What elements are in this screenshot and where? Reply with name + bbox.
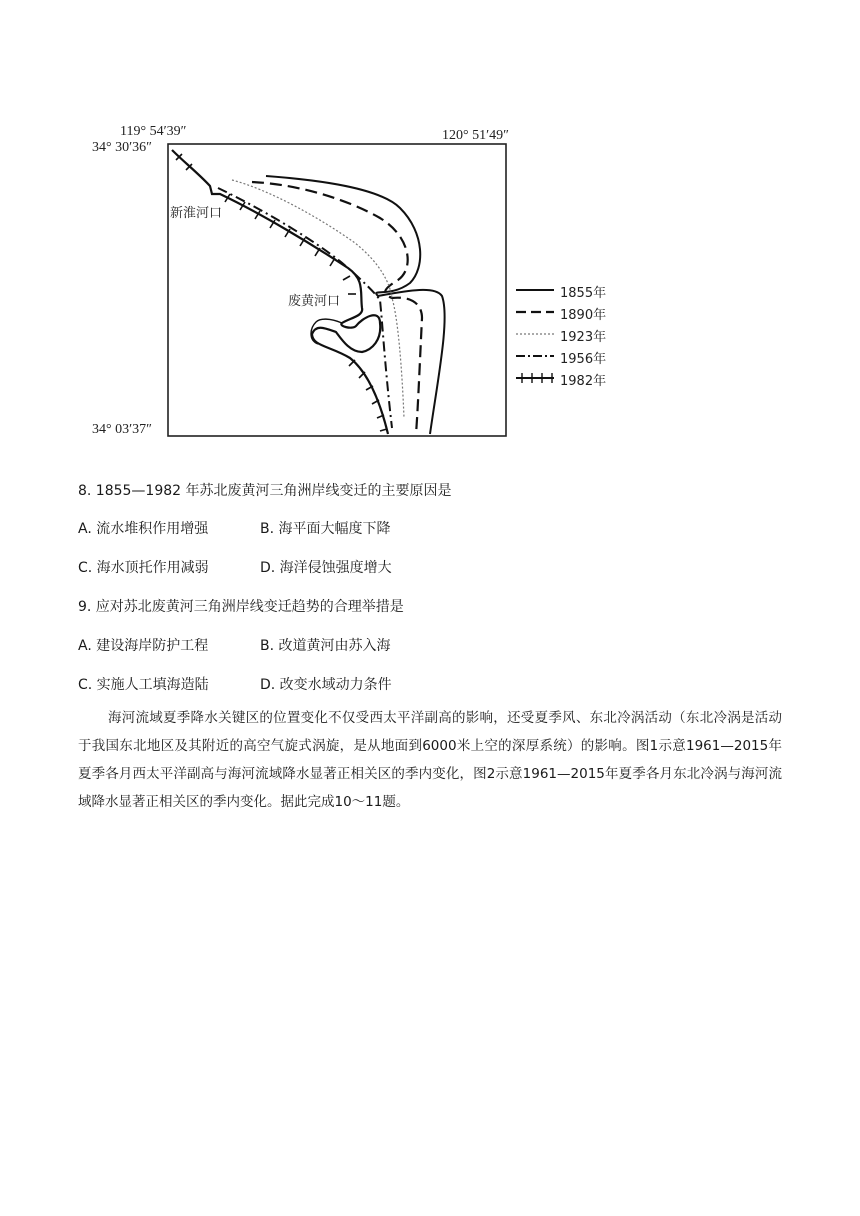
lon-label-right: 120° 51′49″ (442, 128, 509, 143)
passage-10-11: 海河流域夏季降水关键区的位置变化不仅受西太平洋副高的影响，还受夏季风、东北冷涡活动（东北冷涡是活动于我国东北地区及其附近的高空气旋式涡旋，是从地面到6000米上空的深厚系统）的影响。图1示意1961—2015年夏季各月西太平洋副高与海河流域降水显著正相关区的季内变化，图2示意1961—2015年夏季各月东北冷涡与海河流域降水显著正相关区的季内变化。据此完成10～11题。 (78, 710, 782, 810)
q8-option-c: C. 海水顶托作用减弱 (78, 560, 209, 576)
q9-option-c: C. 实施人工填海造陆 (78, 677, 209, 693)
coastline-1982-ticks (176, 154, 387, 431)
lat-label-top: 34° 30′36″ (92, 140, 152, 155)
q8-option-d: D. 海洋侵蚀强度增大 (260, 560, 392, 576)
legend-1982: 1982年 (560, 374, 607, 389)
legend-1923: 1923年 (560, 330, 607, 345)
q8-option-b: B. 海平面大幅度下降 (260, 521, 391, 537)
label-old-yellow-mouth: 废黄河口 (288, 294, 341, 309)
q8-option-a: A. 流水堆积作用增强 (78, 521, 209, 537)
lat-label-bottom: 34° 03′37″ (92, 422, 152, 437)
question-9-stem: 9. 应对苏北废黄河三角洲岸线变迁趋势的合理举措是 (78, 599, 404, 615)
q9-option-d: D. 改变水域动力条件 (260, 677, 392, 693)
label-new-huai-mouth: 新淮河口 (170, 206, 223, 221)
coastline-map (80, 118, 640, 448)
legend-swatches (516, 290, 554, 383)
legend-1956: 1956年 (560, 352, 607, 367)
question-8-stem: 8. 1855—1982 年苏北废黄河三角洲岸线变迁的主要原因是 (78, 483, 452, 499)
coastline-map-figure (80, 118, 640, 448)
legend-1855: 1855年 (560, 286, 607, 301)
q9-option-b: B. 改道黄河由苏入海 (260, 638, 391, 654)
coastline-1982 (172, 150, 388, 434)
lon-label-left: 119° 54′39″ (120, 124, 187, 139)
legend-1890: 1890年 (560, 308, 607, 323)
q9-option-a: A. 建设海岸防护工程 (78, 638, 209, 654)
